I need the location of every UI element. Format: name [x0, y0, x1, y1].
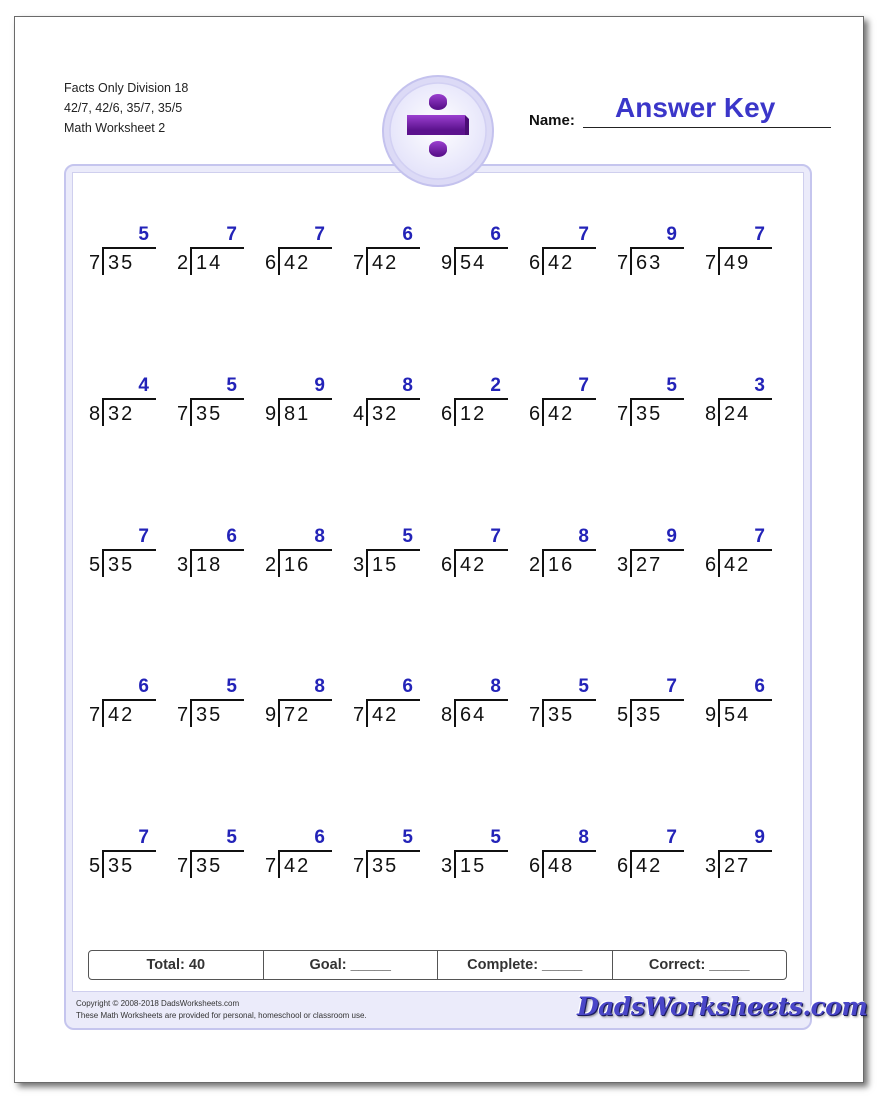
divisor: 7	[617, 402, 630, 425]
division-problem	[529, 224, 597, 280]
worksheet-header	[64, 78, 188, 138]
worksheet-facts: 42/7, 42/6, 35/7, 35/5	[64, 101, 183, 115]
quotient-answer[interactable]: 5	[490, 827, 501, 849]
division-problem	[265, 375, 333, 431]
division-problem	[177, 827, 245, 883]
division-problem	[441, 676, 509, 732]
quotient-answer[interactable]: 6	[402, 676, 413, 698]
division-problem	[177, 224, 245, 280]
quotient-answer[interactable]: 7	[754, 525, 765, 547]
quotient-answer[interactable]: 6	[138, 676, 149, 698]
dividend: 16	[548, 553, 575, 576]
division-problem	[353, 526, 421, 582]
divisor: 7	[177, 402, 190, 425]
divisor: 6	[705, 553, 718, 576]
dividend: 24	[724, 402, 751, 425]
dividend: 35	[196, 704, 223, 727]
total-cell: Total: 40	[89, 951, 264, 979]
goal-cell[interactable]: Goal: _____	[264, 951, 439, 979]
dividend: 15	[460, 855, 487, 878]
dividend: 14	[196, 252, 223, 274]
dividend: 16	[284, 553, 311, 576]
dividend: 54	[724, 704, 751, 727]
quotient-answer[interactable]: 8	[314, 525, 325, 547]
worksheet-title: Facts Only Division 18	[64, 81, 189, 95]
divisor: 6	[529, 402, 542, 425]
dividend: 27	[724, 855, 751, 878]
dividend: 72	[284, 704, 311, 727]
division-problem	[265, 676, 333, 732]
division-badge	[380, 73, 496, 189]
division-problem	[353, 224, 421, 280]
divisor: 7	[353, 252, 366, 274]
division-problem	[705, 224, 773, 280]
dividend: 42	[284, 855, 311, 878]
dividend: 35	[636, 402, 663, 425]
divisor: 6	[529, 252, 542, 274]
division-problem	[177, 375, 245, 431]
quotient-answer[interactable]: 6	[490, 224, 501, 245]
divisor: 7	[265, 855, 278, 878]
quotient-answer[interactable]: 9	[666, 525, 677, 547]
quotient-answer[interactable]: 7	[138, 525, 149, 547]
brand-logo: DadsWorksheets.com	[577, 992, 868, 1021]
quotient-answer[interactable]: 2	[490, 374, 501, 396]
dividend: 64	[460, 704, 487, 727]
division-problem	[89, 224, 157, 280]
dividend: 42	[548, 252, 575, 274]
division-problem	[177, 526, 245, 582]
divisor: 3	[617, 553, 630, 576]
division-problem	[529, 375, 597, 431]
division-problem	[441, 224, 509, 280]
divide-icon	[380, 73, 496, 189]
divisor: 7	[89, 252, 102, 274]
quotient-answer[interactable]: 7	[314, 224, 325, 245]
division-problem	[705, 676, 773, 732]
divisor: 9	[441, 252, 454, 274]
divisor: 2	[265, 553, 278, 576]
divisor: 7	[529, 704, 542, 727]
dividend: 35	[196, 402, 223, 425]
dividend: 42	[460, 553, 487, 576]
dividend: 15	[372, 553, 399, 576]
division-problem	[529, 827, 597, 883]
divisor: 9	[705, 704, 718, 727]
dividend: 42	[724, 553, 751, 576]
quotient-answer[interactable]: 6	[226, 525, 237, 547]
quotient-answer[interactable]: 7	[138, 827, 149, 849]
quotient-answer[interactable]: 8	[578, 827, 589, 849]
quotient-answer[interactable]: 9	[666, 224, 677, 245]
dividend: 35	[372, 855, 399, 878]
quotient-answer[interactable]: 5	[402, 525, 413, 547]
quotient-answer[interactable]: 5	[138, 224, 149, 245]
division-problem	[705, 827, 773, 883]
dividend: 35	[108, 855, 135, 878]
dividend: 49	[724, 252, 751, 274]
dividend: 18	[196, 553, 223, 576]
quotient-answer[interactable]: 5	[578, 676, 589, 698]
dividend: 32	[108, 402, 135, 425]
dividend: 42	[372, 252, 399, 274]
dividend: 42	[548, 402, 575, 425]
dividend: 54	[460, 252, 487, 274]
dividend: 48	[548, 855, 575, 878]
division-problem	[441, 375, 509, 431]
division-problem	[265, 526, 333, 582]
divisor: 2	[177, 252, 190, 274]
quotient-answer[interactable]: 7	[754, 224, 765, 245]
name-label: Name:	[529, 112, 575, 129]
worksheet-subtitle: Math Worksheet 2	[64, 121, 166, 135]
divisor: 4	[353, 402, 366, 425]
dividend: 27	[636, 553, 663, 576]
quotient-answer[interactable]: 6	[402, 224, 413, 245]
divisor: 8	[441, 704, 454, 727]
divisor: 8	[89, 402, 102, 425]
quotient-answer[interactable]: 7	[666, 676, 677, 698]
quotient-answer[interactable]: 5	[666, 374, 677, 396]
score-table	[88, 950, 787, 980]
dividend: 35	[636, 704, 663, 727]
division-problem	[265, 827, 333, 883]
divisor: 6	[441, 553, 454, 576]
quotient-answer[interactable]: 6	[314, 827, 325, 849]
quotient-answer[interactable]: 6	[754, 676, 765, 698]
dividend: 32	[372, 402, 399, 425]
division-problem	[89, 827, 157, 883]
quotient-answer[interactable]: 5	[402, 827, 413, 849]
quotient-answer[interactable]: 3	[754, 374, 765, 396]
division-problem	[529, 676, 597, 732]
division-problem	[705, 526, 773, 582]
dividend: 63	[636, 252, 663, 274]
divisor: 5	[617, 704, 630, 727]
quotient-answer[interactable]: 8	[490, 676, 501, 698]
divisor: 3	[177, 553, 190, 576]
division-problem	[617, 224, 685, 280]
dividend: 42	[108, 704, 135, 727]
division-problem	[89, 676, 157, 732]
division-problem	[177, 676, 245, 732]
quotient-answer[interactable]: 5	[226, 374, 237, 396]
divisor: 6	[265, 252, 278, 274]
division-problem	[265, 224, 333, 280]
quotient-answer[interactable]: 7	[490, 525, 501, 547]
quotient-answer[interactable]: 7	[666, 827, 677, 849]
division-problem	[89, 526, 157, 582]
division-problem	[353, 827, 421, 883]
quotient-answer[interactable]: 9	[314, 374, 325, 396]
dividend: 35	[108, 553, 135, 576]
quotient-answer[interactable]: 5	[226, 827, 237, 849]
divisor: 7	[705, 252, 718, 274]
dividend: 35	[108, 252, 135, 274]
answer-key-label: Answer Key	[615, 92, 776, 123]
divisor: 5	[89, 855, 102, 878]
dividend: 81	[284, 402, 311, 425]
division-problem	[617, 526, 685, 582]
divisor: 8	[705, 402, 718, 425]
divisor: 7	[617, 252, 630, 274]
divisor: 7	[89, 704, 102, 727]
divisor: 6	[617, 855, 630, 878]
complete-cell[interactable]: Complete: _____	[438, 951, 613, 979]
division-problem	[353, 375, 421, 431]
divisor: 3	[705, 855, 718, 878]
usage-line: These Math Worksheets are provided for personal, homeschool or classroom use.	[76, 1011, 367, 1020]
dividend: 42	[284, 252, 311, 274]
quotient-answer[interactable]: 8	[314, 676, 325, 698]
divisor: 6	[529, 855, 542, 878]
quotient-answer[interactable]: 8	[402, 374, 413, 396]
division-problem	[441, 526, 509, 582]
divisor: 7	[353, 855, 366, 878]
dividend: 35	[196, 855, 223, 878]
division-problem	[441, 827, 509, 883]
quotient-answer[interactable]: 9	[754, 827, 765, 849]
dividend: 42	[636, 855, 663, 878]
copyright-line: Copyright © 2008-2018 DadsWorksheets.com	[76, 999, 240, 1008]
division-problem	[529, 526, 597, 582]
division-problem	[617, 375, 685, 431]
divisor: 7	[177, 855, 190, 878]
divisor: 9	[265, 704, 278, 727]
divisor: 5	[89, 553, 102, 576]
divisor: 7	[353, 704, 366, 727]
divisor: 9	[265, 402, 278, 425]
copyright-notice	[76, 998, 367, 1022]
name-field[interactable]	[583, 127, 831, 128]
quotient-answer[interactable]: 5	[226, 676, 237, 698]
dividend: 12	[460, 402, 487, 425]
divisor: 2	[529, 553, 542, 576]
quotient-answer[interactable]: 7	[578, 224, 589, 245]
dividend: 35	[548, 704, 575, 727]
division-problem	[705, 375, 773, 431]
divisor: 3	[441, 855, 454, 878]
division-problem	[353, 676, 421, 732]
divisor: 7	[177, 704, 190, 727]
divisor: 6	[441, 402, 454, 425]
quotient-answer[interactable]: 7	[226, 224, 237, 245]
dividend: 42	[372, 704, 399, 727]
division-problem	[617, 676, 685, 732]
quotient-answer[interactable]: 4	[138, 374, 149, 396]
division-problem	[89, 375, 157, 431]
correct-cell[interactable]: Correct: _____	[648, 957, 750, 973]
quotient-answer[interactable]: 7	[578, 374, 589, 396]
quotient-answer[interactable]: 8	[578, 525, 589, 547]
division-problem	[617, 827, 685, 883]
divisor: 3	[353, 553, 366, 576]
